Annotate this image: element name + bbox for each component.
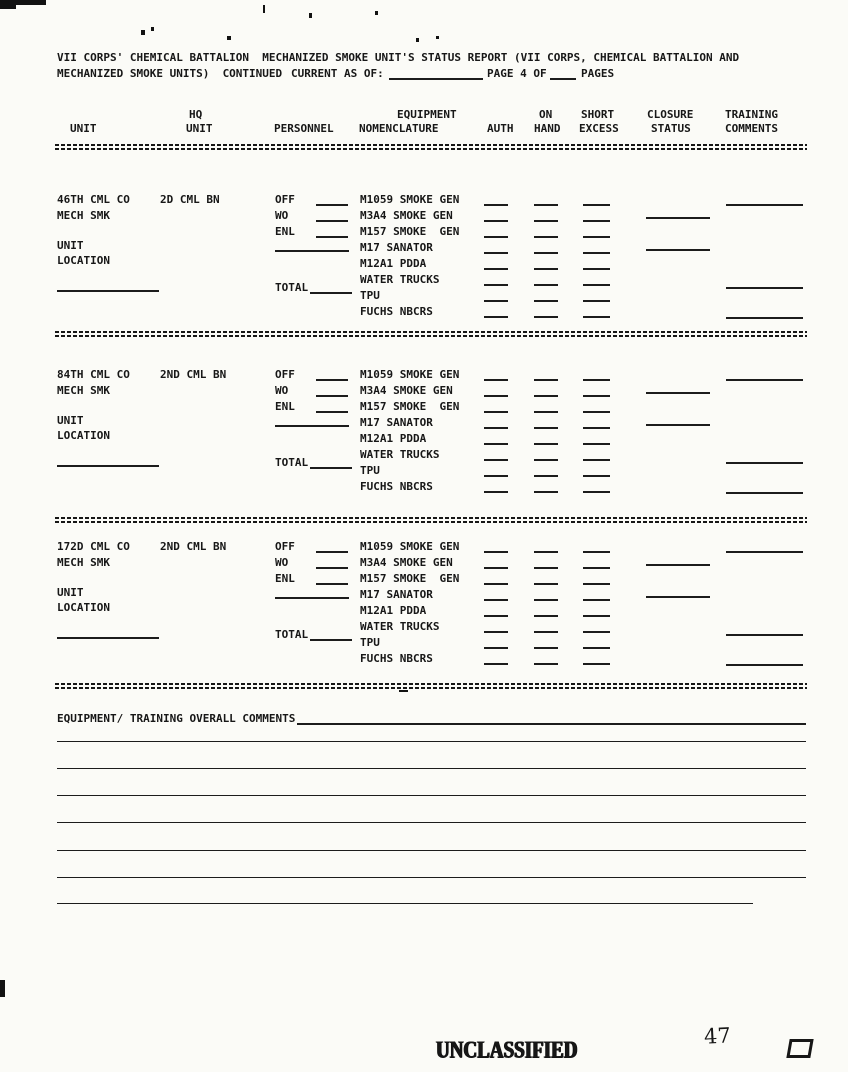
unit-location-blank (57, 637, 159, 639)
officers-label: OFF (275, 540, 295, 553)
total-label: TOTAL (275, 456, 309, 469)
auth-blank (484, 615, 508, 617)
warrant-officers-label: WO (275, 384, 289, 397)
on-hand-blank (534, 647, 558, 649)
enlisted-blank (316, 236, 348, 238)
auth-blank (484, 551, 508, 553)
equipment-item: M157 SMOKE GEN (360, 225, 460, 238)
on-hand-blank (534, 551, 558, 553)
auth-blank (484, 284, 508, 286)
col-header-hand: HAND (534, 122, 561, 135)
equipment-item: M17 SANATOR (360, 588, 433, 601)
pages-label: PAGES (581, 67, 615, 80)
ruled-line (57, 903, 753, 904)
unit-name: 172D CML CO (57, 540, 130, 553)
ruled-line (57, 877, 806, 878)
short-excess-blank (583, 236, 610, 238)
col-header-closure: CLOSURE (647, 108, 694, 121)
on-hand-blank (534, 220, 558, 222)
scan-artifact (151, 27, 154, 31)
report-title-line1: VII CORPS' CHEMICAL BATTALION MECHANIZED SMOKE UNIT'S STATUS REPORT (VII CORPS, CHEMICAL BATTALION AND (57, 51, 740, 64)
warrant-officers-blank (316, 567, 348, 569)
auth-blank (484, 316, 508, 318)
auth-blank (484, 395, 508, 397)
closure-status-blank (646, 217, 710, 219)
total-blank (310, 292, 352, 294)
short-excess-blank (583, 567, 610, 569)
unit-location-label-line1: UNIT (57, 239, 84, 252)
col-header-excess: EXCESS (579, 122, 619, 135)
equipment-item: WATER TRUCKS (360, 620, 440, 633)
auth-blank (484, 443, 508, 445)
auth-blank (484, 647, 508, 649)
col-header-training: TRAINING (725, 108, 778, 121)
auth-blank (484, 567, 508, 569)
scan-artifact (436, 36, 439, 39)
total-blank (310, 639, 352, 641)
short-excess-blank (583, 631, 610, 633)
unit-name: 84TH CML CO (57, 368, 130, 381)
on-hand-blank (534, 204, 558, 206)
auth-blank (484, 252, 508, 254)
on-hand-blank (534, 443, 558, 445)
auth-blank (484, 459, 508, 461)
auth-blank (484, 491, 508, 493)
total-label: TOTAL (275, 628, 309, 641)
short-excess-blank (583, 379, 610, 381)
on-hand-blank (534, 631, 558, 633)
on-hand-blank (534, 615, 558, 617)
closure-status-blank (646, 564, 710, 566)
scan-artifact (141, 30, 145, 35)
on-hand-blank (534, 491, 558, 493)
unit-name: 46TH CML CO (57, 193, 130, 206)
short-excess-blank (583, 395, 610, 397)
col-header-on: ON (539, 108, 553, 121)
unit-location-label-line2: LOCATION (57, 601, 110, 614)
short-excess-blank (583, 599, 610, 601)
unit-location-label-line1: UNIT (57, 414, 84, 427)
training-comments-blank (726, 492, 803, 494)
enlisted-label: ENL (275, 572, 295, 585)
on-hand-blank (534, 268, 558, 270)
ruled-line (57, 741, 806, 742)
auth-blank (484, 300, 508, 302)
current-as-of-label: CURRENT AS OF: (291, 67, 384, 80)
short-excess-blank (583, 663, 610, 665)
equipment-item: M157 SMOKE GEN (360, 400, 460, 413)
on-hand-blank (534, 567, 558, 569)
short-excess-blank (583, 284, 610, 286)
auth-blank (484, 220, 508, 222)
scan-artifact (309, 13, 312, 18)
equipment-item: WATER TRUCKS (360, 448, 440, 461)
on-hand-blank (534, 663, 558, 665)
short-excess-blank (583, 491, 610, 493)
col-header-auth: AUTH (487, 122, 514, 135)
auth-blank (484, 475, 508, 477)
short-excess-blank (583, 443, 610, 445)
on-hand-blank (534, 599, 558, 601)
col-header-short: SHORT (581, 108, 615, 121)
unit-report-section-1 (0, 193, 848, 335)
equipment-item: M3A4 SMOKE GEN (360, 384, 453, 397)
auth-blank (484, 204, 508, 206)
auth-blank (484, 599, 508, 601)
warrant-officers-blank (316, 395, 348, 397)
short-excess-blank (583, 583, 610, 585)
short-excess-blank (583, 459, 610, 461)
report-title-line2: MECHANIZED SMOKE UNITS) CONTINUED (57, 67, 283, 80)
closure-status-blank (646, 249, 710, 251)
equipment-item: M3A4 SMOKE GEN (360, 556, 453, 569)
unit-location-label-line1: UNIT (57, 586, 84, 599)
short-excess-blank (583, 316, 610, 318)
equipment-item: TPU (360, 464, 380, 477)
unit-type: MECH SMK (57, 556, 110, 569)
short-excess-blank (583, 615, 610, 617)
on-hand-blank (534, 427, 558, 429)
auth-blank (484, 583, 508, 585)
unit-location-label-line2: LOCATION (57, 429, 110, 442)
equipment-item: FUCHS NBCRS (360, 480, 433, 493)
equipment-item: M1059 SMOKE GEN (360, 540, 460, 553)
separator-line (55, 517, 807, 523)
col-header-hq-unit: UNIT (186, 122, 213, 135)
training-comments-blank (726, 204, 803, 206)
closure-status-blank (646, 392, 710, 394)
col-header-equipment: EQUIPMENT (397, 108, 457, 121)
current-as-of-blank (389, 78, 483, 80)
warrant-officers-label: WO (275, 209, 289, 222)
enlisted-blank (316, 411, 348, 413)
auth-blank (484, 268, 508, 270)
separator-line (55, 683, 807, 689)
equipment-item: M1059 SMOKE GEN (360, 368, 460, 381)
training-comments-blank (726, 551, 803, 553)
equipment-item: TPU (360, 289, 380, 302)
ruled-line (57, 768, 806, 769)
officers-blank (316, 551, 348, 553)
equipment-item: WATER TRUCKS (360, 273, 440, 286)
on-hand-blank (534, 284, 558, 286)
scan-artifact (263, 5, 265, 13)
page-of-label: PAGE 4 OF (487, 67, 547, 80)
scan-artifact (227, 36, 231, 40)
short-excess-blank (583, 551, 610, 553)
officers-blank (316, 204, 348, 206)
ruled-line (57, 822, 806, 823)
on-hand-blank (534, 252, 558, 254)
on-hand-blank (534, 459, 558, 461)
unit-location-blank (57, 465, 159, 467)
equipment-item: M12A1 PDDA (360, 257, 427, 270)
unit-location-blank (57, 290, 159, 292)
unit-report-section-3 (0, 540, 848, 682)
enlisted-blank (316, 583, 348, 585)
total-blank (310, 467, 352, 469)
equipment-item: M1059 SMOKE GEN (360, 193, 460, 206)
auth-blank (484, 427, 508, 429)
total-label: TOTAL (275, 281, 309, 294)
unit-report-section-2 (0, 368, 848, 510)
equipment-item: M12A1 PDDA (360, 604, 427, 617)
short-excess-blank (583, 647, 610, 649)
col-header-comments: COMMENTS (725, 122, 778, 135)
short-excess-blank (583, 252, 610, 254)
equipment-item: FUCHS NBCRS (360, 305, 433, 318)
enlisted-label: ENL (275, 225, 295, 238)
on-hand-blank (534, 411, 558, 413)
training-comments-blank (726, 379, 803, 381)
on-hand-blank (534, 583, 558, 585)
officers-blank (316, 379, 348, 381)
page-number: 47 (703, 1023, 732, 1049)
auth-blank (484, 663, 508, 665)
short-excess-blank (583, 220, 610, 222)
hq-unit-value: 2D CML BN (160, 193, 220, 206)
training-comments-blank (726, 287, 803, 289)
training-comments-blank (726, 634, 803, 636)
overall-comments-label: EQUIPMENT/ TRAINING OVERALL COMMENTS (57, 712, 296, 725)
personnel-subtotal-blank (275, 425, 349, 427)
auth-blank (484, 411, 508, 413)
col-header-status: STATUS (651, 122, 691, 135)
scan-artifact (416, 38, 419, 42)
equipment-item: M157 SMOKE GEN (360, 572, 460, 585)
training-comments-blank (726, 462, 803, 464)
on-hand-blank (534, 475, 558, 477)
equipment-item: M17 SANATOR (360, 241, 433, 254)
short-excess-blank (583, 204, 610, 206)
ruled-line (57, 795, 806, 796)
unit-type: MECH SMK (57, 209, 110, 222)
personnel-subtotal-blank (275, 597, 349, 599)
short-excess-blank (583, 427, 610, 429)
scan-artifact (0, 0, 16, 9)
officers-label: OFF (275, 193, 295, 206)
short-excess-blank (583, 475, 610, 477)
short-excess-blank (583, 411, 610, 413)
warrant-officers-blank (316, 220, 348, 222)
equipment-item: TPU (360, 636, 380, 649)
equipment-item: M17 SANATOR (360, 416, 433, 429)
personnel-subtotal-blank (275, 250, 349, 252)
on-hand-blank (534, 379, 558, 381)
unit-type: MECH SMK (57, 384, 110, 397)
auth-blank (484, 631, 508, 633)
scan-artifact (375, 11, 378, 15)
on-hand-blank (534, 316, 558, 318)
hq-unit-value: 2ND CML BN (160, 368, 227, 381)
on-hand-blank (534, 395, 558, 397)
ruled-line (57, 850, 806, 851)
training-comments-blank (726, 317, 803, 319)
on-hand-blank (534, 236, 558, 238)
unit-location-label-line2: LOCATION (57, 254, 110, 267)
equipment-item: FUCHS NBCRS (360, 652, 433, 665)
col-header-personnel: PERSONNEL (274, 122, 334, 135)
training-comments-blank (726, 664, 803, 666)
total-pages-blank (550, 78, 576, 80)
classification-stamp: UNCLASSIFIED (436, 1037, 578, 1064)
col-header-hq: HQ (189, 108, 203, 121)
closure-status-blank (646, 424, 710, 426)
equipment-item: M3A4 SMOKE GEN (360, 209, 453, 222)
short-excess-blank (583, 268, 610, 270)
scan-artifact (0, 980, 5, 997)
officers-label: OFF (275, 368, 295, 381)
equipment-item: M12A1 PDDA (360, 432, 427, 445)
hq-unit-value: 2ND CML BN (160, 540, 227, 553)
enlisted-label: ENL (275, 400, 295, 413)
short-excess-blank (583, 300, 610, 302)
warrant-officers-label: WO (275, 556, 289, 569)
col-header-nomenclature: NOMENCLATURE (359, 122, 439, 135)
closure-status-blank (646, 596, 710, 598)
auth-blank (484, 236, 508, 238)
auth-blank (484, 379, 508, 381)
scan-artifact (399, 690, 408, 692)
col-header-unit: UNIT (70, 122, 97, 135)
corner-box-mark (786, 1039, 813, 1058)
separator-line (55, 144, 807, 150)
on-hand-blank (534, 300, 558, 302)
overall-comments-blank (297, 723, 806, 725)
